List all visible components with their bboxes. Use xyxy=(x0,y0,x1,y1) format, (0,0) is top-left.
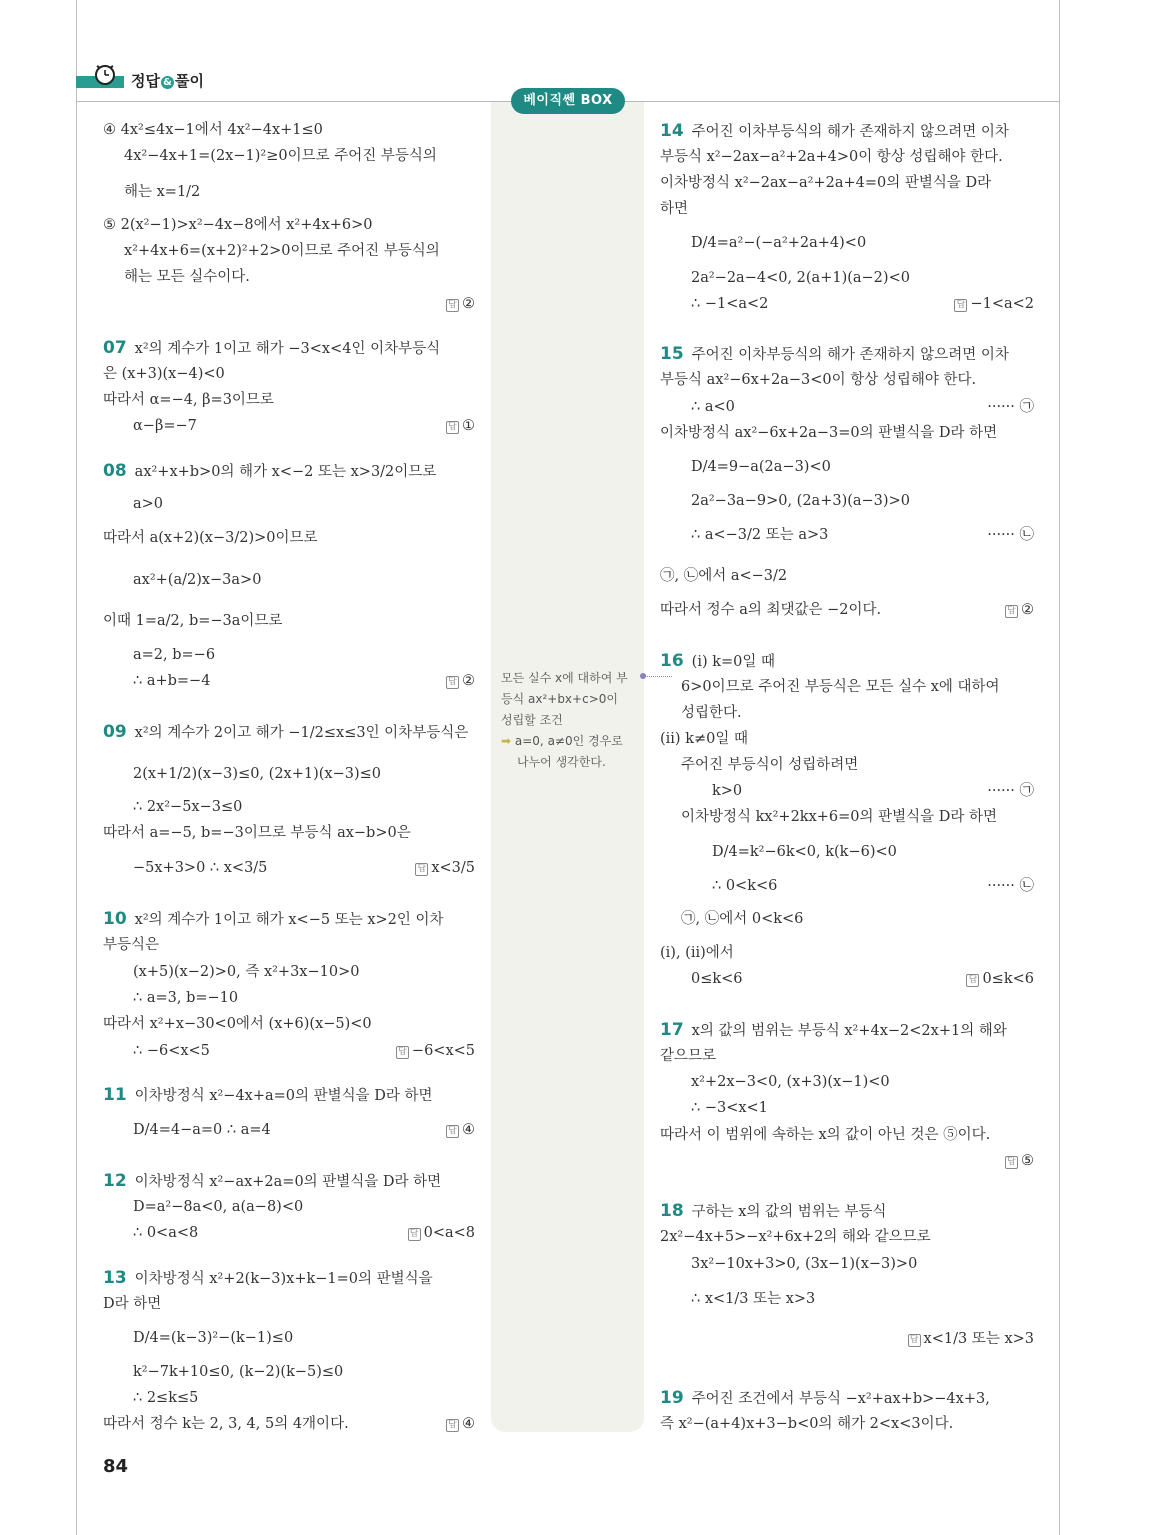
side-note-line: ➡ a=0, a≠0인 경우로 xyxy=(501,734,623,748)
solution-line: ∴ 0<k<6 xyxy=(712,878,778,894)
solution-line: x²+4x+6=(x+2)²+2>0이므로 주어진 부등식의 xyxy=(124,243,440,259)
solution-line: 이차방정식 x²−2ax−a²+2a+4=0의 판별식을 D라 xyxy=(660,175,992,191)
answer-mark: 답 x<1/3 또는 x>3 xyxy=(908,1329,1034,1349)
solution-line: (x+5)(x−2)>0, 즉 x²+3x−10>0 xyxy=(133,964,360,980)
solution-line: 은 (x+3)(x−4)<0 xyxy=(103,366,225,382)
problem-11: 11 이차방정식 x²−4x+a=0의 판별식을 D라 하면 xyxy=(103,1085,433,1105)
solution-line: 주어진 부등식이 성립하려면 xyxy=(681,757,859,773)
solution-line: 따라서 a(x+2)(x−3/2)>0이므로 xyxy=(103,530,318,546)
solution-line: ax²+(a/2)x−3a>0 xyxy=(133,572,262,588)
solution-line: ④ 4x²≤4x−1에서 4x²−4x+1≤0 xyxy=(103,122,323,138)
solution-line: 4x²−4x+1=(2x−1)²≥0이므로 주어진 부등식의 xyxy=(124,148,437,164)
solution-line: ∴ a+b=−4 xyxy=(133,673,211,689)
solution-line: α−β=−7 xyxy=(133,418,197,434)
solution-line: 2x²−4x+5>−x²+6x+2의 해와 같으므로 xyxy=(660,1229,931,1245)
problem-12: 12 이차방정식 x²−ax+2a=0의 판별식을 D라 하면 xyxy=(103,1171,442,1191)
solution-line: 부등식 ax²−6x+2a−3<0이 항상 성립해야 한다. xyxy=(660,372,977,388)
solution-line: 따라서 a=−5, b=−3이므로 부등식 ax−b>0은 xyxy=(103,825,411,841)
page-number: 84 xyxy=(103,1456,129,1477)
problem-15: 15 주어진 이차부등식의 해가 존재하지 않으려면 이차 xyxy=(660,344,1009,364)
solution-line: ㉠, ㉡에서 a<−3/2 xyxy=(660,568,788,584)
answer-mark: 답 −6<x<5 xyxy=(396,1041,475,1061)
answer-mark: 답 −1<a<2 xyxy=(954,294,1034,314)
solution-line: 같으므로 xyxy=(660,1048,717,1064)
solution-line: 하면 xyxy=(660,201,689,217)
problem-07: 07 x²의 계수가 1이고 해가 −3<x<4인 이차부등식 xyxy=(103,338,441,358)
solution-line: 따라서 x²+x−30<0에서 (x+6)(x−5)<0 xyxy=(103,1016,372,1032)
equation-tag: ······ ㉠ xyxy=(987,399,1034,415)
solution-line: ㉠, ㉡에서 0<k<6 xyxy=(681,911,804,927)
solution-line: D/4=(k−3)²−(k−1)≤0 xyxy=(133,1330,294,1346)
solution-line: ∴ 2≤k≤5 xyxy=(133,1390,199,1406)
answer-mark: 답 ② xyxy=(1005,600,1034,620)
side-note-line: 모든 실수 x에 대하여 부 xyxy=(501,671,628,685)
solution-line: 2a²−2a−4<0, 2(a+1)(a−2)<0 xyxy=(691,270,910,286)
side-note-line: 등식 ax²+bx+c>0이 xyxy=(501,692,618,706)
solution-line: (i), (ii)에서 xyxy=(660,945,734,961)
solution-line: 따라서 정수 k는 2, 3, 4, 5의 4개이다. xyxy=(103,1416,349,1432)
left-margin-line xyxy=(76,0,77,1535)
solution-line: ⑤ 2(x²−1)>x²−4x−8에서 x²+4x+6>0 xyxy=(103,217,373,233)
solution-line: 2(x+1/2)(x−3)≤0, (2x+1)(x−3)≤0 xyxy=(133,766,381,782)
solution-line: 2a²−3a−9>0, (2a+3)(a−3)>0 xyxy=(691,493,910,509)
side-note-line: 나누어 생각한다. xyxy=(517,755,606,769)
solution-line: ∴ 2x²−5x−3≤0 xyxy=(133,799,243,815)
problem-18: 18 구하는 x의 값의 범위는 부등식 xyxy=(660,1201,887,1221)
solution-line: ∴ a=3, b=−10 xyxy=(133,990,239,1006)
answer-mark: 답 ⑤ xyxy=(1005,1151,1034,1171)
solution-line: a>0 xyxy=(133,496,164,512)
solution-line: D/4=9−a(2a−3)<0 xyxy=(691,459,831,475)
basic-box-badge: 베이직쎈 BOX xyxy=(511,88,625,114)
answer-mark: 답 ② xyxy=(446,294,475,314)
solution-line: 6>0이므로 주어진 부등식은 모든 실수 x에 대하여 xyxy=(681,679,1000,695)
solution-line: 성립한다. xyxy=(681,705,742,721)
solution-line: (ii) k≠0일 때 xyxy=(660,731,748,747)
answer-mark: 답 0≤k<6 xyxy=(966,969,1034,989)
solution-line: 부등식은 xyxy=(103,937,160,953)
answer-mark: 답 ② xyxy=(446,671,475,691)
arrow-icon: ➡ xyxy=(501,734,512,748)
equation-tag: ······ ㉡ xyxy=(987,878,1034,894)
solution-line: ∴ −1<a<2 xyxy=(691,296,769,312)
equation-tag: ······ ㉡ xyxy=(987,527,1034,543)
answer-mark: 답 ④ xyxy=(446,1414,475,1434)
solution-line: x²+2x−3<0, (x+3)(x−1)<0 xyxy=(691,1074,890,1090)
solution-line: 이차방정식 ax²−6x+2a−3=0의 판별식을 D라 하면 xyxy=(660,425,998,441)
answer-mark: 답 ④ xyxy=(446,1120,475,1140)
solution-line: 부등식 x²−2ax−a²+2a+4>0이 항상 성립해야 한다. xyxy=(660,149,1003,165)
right-margin-line xyxy=(1059,0,1060,1535)
solution-line: 즉 x²−(a+4)x+3−b<0의 해가 2<x<3이다. xyxy=(660,1416,954,1432)
problem-10: 10 x²의 계수가 1이고 해가 x<−5 또는 x>2인 이차 xyxy=(103,909,444,929)
side-note-line: 성립할 조건 xyxy=(501,713,563,727)
solution-line: 이차방정식 kx²+2kx+6=0의 판별식을 D라 하면 xyxy=(681,809,998,825)
answer-mark: 답 ① xyxy=(446,416,475,436)
problem-17: 17 x의 값의 범위는 부등식 x²+4x−2<2x+1의 해와 xyxy=(660,1020,1007,1040)
solution-line: 따라서 정수 a의 최댓값은 −2이다. xyxy=(660,602,882,618)
solution-line: 0≤k<6 xyxy=(691,971,743,987)
clock-icon xyxy=(92,62,118,86)
note-leader-line xyxy=(644,676,672,677)
solution-line: k>0 xyxy=(712,783,743,799)
answer-mark: 답 x<3/5 xyxy=(415,858,475,878)
solution-line: −5x+3>0 ∴ x<3/5 xyxy=(133,860,268,876)
problem-13: 13 이차방정식 x²+2(k−3)x+k−1=0의 판별식을 xyxy=(103,1268,433,1288)
solution-line: D=a²−8a<0, a(a−8)<0 xyxy=(133,1199,304,1215)
solution-line: ∴ a<0 xyxy=(691,399,735,415)
solution-line: D라 하면 xyxy=(103,1296,162,1312)
solution-line: D/4=4−a=0 ∴ a=4 xyxy=(133,1122,271,1138)
solution-line: 해는 x=1/2 xyxy=(124,184,201,200)
solution-line: 3x²−10x+3>0, (3x−1)(x−3)>0 xyxy=(691,1256,918,1272)
problem-14: 14 주어진 이차부등식의 해가 존재하지 않으려면 이차 xyxy=(660,121,1009,141)
solution-line: 따라서 이 범위에 속하는 x의 값이 아닌 것은 ⑤이다. xyxy=(660,1127,991,1143)
solution-line: ∴ −3<x<1 xyxy=(691,1100,768,1116)
problem-16: 16 (i) k=0일 때 xyxy=(660,651,776,671)
solution-line: k²−7k+10≤0, (k−2)(k−5)≤0 xyxy=(133,1364,344,1380)
solution-line: D/4=k²−6k<0, k(k−6)<0 xyxy=(712,844,897,860)
side-note xyxy=(501,668,643,773)
solution-line: 이때 1=a/2, b=−3a이므로 xyxy=(103,613,283,629)
problem-09: 09 x²의 계수가 2이고 해가 −1/2≤x≤3인 이차부등식은 xyxy=(103,722,469,742)
solution-line: ∴ x<1/3 또는 x>3 xyxy=(691,1291,816,1307)
answer-mark: 답 0<a<8 xyxy=(408,1223,475,1243)
solution-line: 해는 모든 실수이다. xyxy=(124,269,250,285)
solution-line: ∴ a<−3/2 또는 a>3 xyxy=(691,527,829,543)
problem-08: 08 ax²+x+b>0의 해가 x<−2 또는 x>3/2이므로 xyxy=(103,461,437,481)
section-title: 정답 & 풀이 xyxy=(131,72,204,90)
problem-19: 19 주어진 조건에서 부등식 −x²+ax+b>−4x+3, xyxy=(660,1388,990,1408)
solution-line: ∴ −6<x<5 xyxy=(133,1043,210,1059)
solution-line: a=2, b=−6 xyxy=(133,647,216,663)
solution-line: D/4=a²−(−a²+2a+4)<0 xyxy=(691,235,867,251)
equation-tag: ······ ㉠ xyxy=(987,783,1034,799)
solution-line: ∴ 0<a<8 xyxy=(133,1225,199,1241)
solution-line: 따라서 α=−4, β=3이므로 xyxy=(103,392,274,408)
